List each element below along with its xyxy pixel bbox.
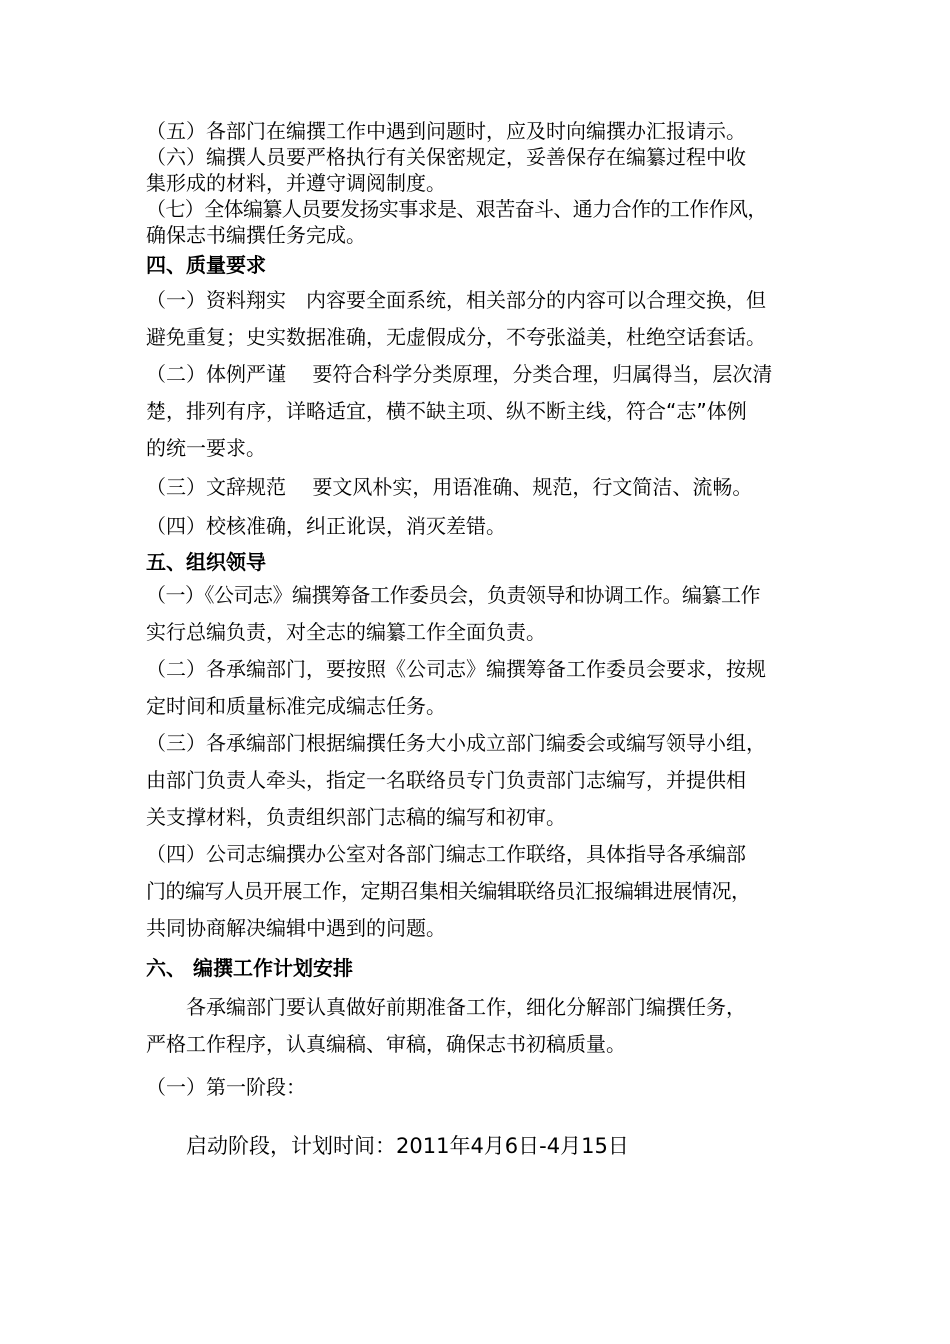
text-line: 共同协商解决编辑中遇到的问题。 [146, 916, 446, 940]
paragraph-plan-intro [146, 989, 816, 1063]
text-line: 确保志书编撰任务完成。 [146, 223, 366, 247]
text-line: （四）校核准确，纠正讹误，消灭差错。 [146, 514, 506, 538]
paragraph-quality-4 [146, 508, 816, 545]
stage-one-label: （一）第一阶段： [146, 1075, 306, 1099]
text-line: （三）文辞规范 要文风朴实，用语准确、规范，行文简洁、流畅。 [146, 475, 753, 499]
text-line: （二）体例严谨 要符合科学分类原理，分类合理，归属得当，层次清 [146, 362, 773, 386]
text-line: （六）编撰人员要严格执行有关保密规定，妥善保存在编纂过程中收 [146, 145, 746, 169]
text-line: 集形成的材料，并遵守调阅制度。 [146, 171, 446, 195]
section-heading-organization: 五、组织领导 [146, 550, 266, 574]
paragraph-item-5 [146, 118, 816, 144]
text-line: （七）全体编纂人员要发扬实事求是、艰苦奋斗、通力合作的工作作风， [146, 197, 767, 221]
text-line: 由部门负责人牵头，指定一名联络员专门负责部门志编写，并提供相 [146, 768, 746, 792]
paragraph-quality-3 [146, 469, 816, 506]
document-page [146, 118, 816, 1165]
section4-items [146, 282, 816, 545]
paragraph-quality-1 [146, 282, 816, 356]
stage-one-detail: 启动阶段，计划时间：2011年4月6日-4月15日 [186, 1134, 629, 1158]
section6-body [146, 989, 816, 1165]
text-line: 定时间和质量标准完成编志任务。 [146, 694, 446, 718]
text-line: （二）各承编部门，要按照《公司志》编撰筹备工作委员会要求，按规 [146, 657, 766, 681]
text-line: 关支撑材料，负责组织部门志稿的编写和初审。 [146, 805, 566, 829]
paragraph-org-3 [146, 725, 816, 836]
text-line: 各承编部门要认真做好前期准备工作，细化分解部门编撰任务， [186, 995, 746, 1019]
section-heading-quality: 四、质量要求 [146, 253, 266, 277]
section5-items [146, 577, 816, 947]
paragraph-item-7 [146, 196, 816, 248]
section-heading-plan: 六、 编撰工作计划安排 [146, 956, 353, 980]
text-line: 避免重复；史实数据准确，无虚假成分，不夸张溢美，杜绝空话套话。 [146, 325, 766, 349]
section3-items [146, 118, 816, 248]
paragraph-item-6 [146, 144, 816, 196]
text-line: （一）《公司志》编撰筹备工作委员会，负责领导和协调工作。编纂工作 [146, 583, 760, 607]
paragraph-org-2 [146, 651, 816, 725]
text-line: 的统一要求。 [146, 436, 266, 460]
paragraph-org-4 [146, 836, 816, 947]
text-line: （三）各承编部门根据编撰任务大小成立部门编委会或编写领导小组， [146, 731, 766, 755]
text-line: 门的编写人员开展工作，定期召集相关编辑联络员汇报编辑进展情况， [146, 879, 751, 903]
paragraph-org-1 [146, 577, 816, 651]
text-line: （五）各部门在编撰工作中遇到问题时，应及时向编撰办汇报请示。 [146, 119, 746, 143]
text-line: （一）资料翔实 内容要全面系统，相关部分的内容可以合理交换，但 [146, 288, 766, 312]
paragraph-quality-2 [146, 356, 816, 467]
text-line: 楚，排列有序，详略适宜，横不缺主项、纵不断主线，符合“志”体例 [146, 399, 747, 423]
text-line: （四）公司志编撰办公室对各部门编志工作联络，具体指导各承编部 [146, 842, 746, 866]
text-line: 实行总编负责，对全志的编纂工作全面负责。 [146, 620, 546, 644]
text-line: 严格工作程序，认真编稿、审稿，确保志书初稿质量。 [146, 1032, 626, 1056]
